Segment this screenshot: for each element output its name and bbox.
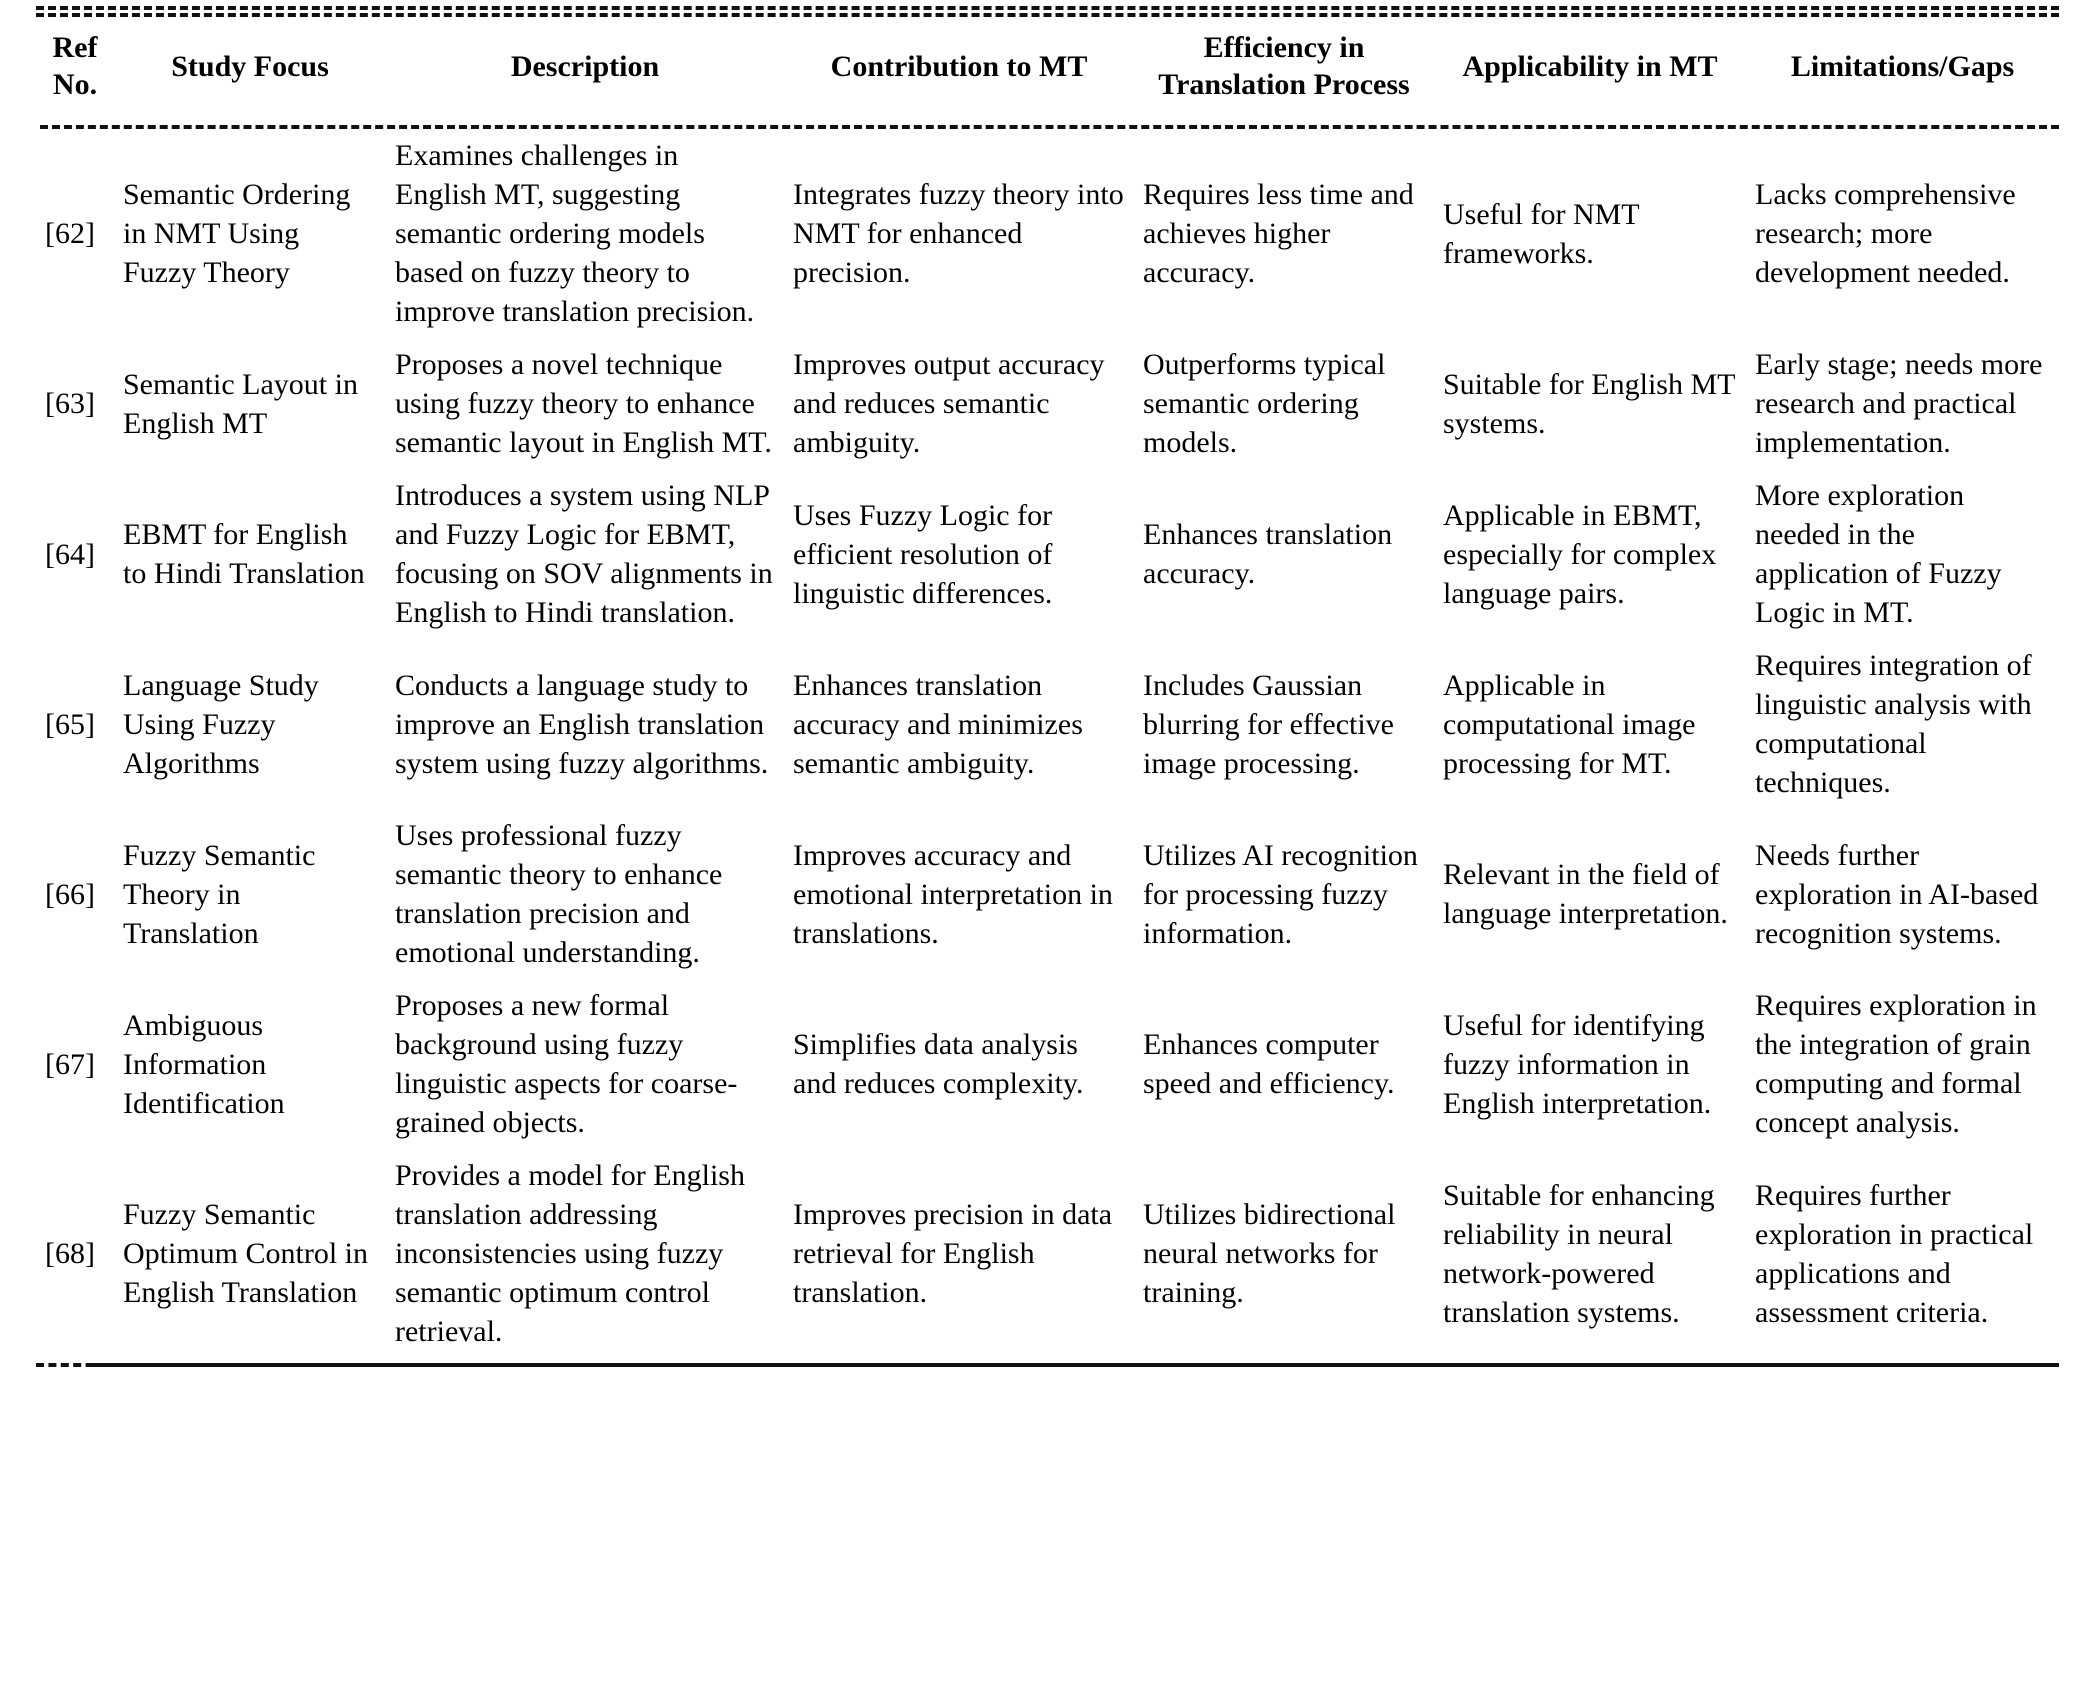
table-row bbox=[36, 129, 2059, 338]
cell-study-focus: Ambiguous Information Identification bbox=[123, 1008, 285, 1120]
cell-applicability: Suitable for English MT systems. bbox=[1443, 367, 1735, 440]
table-body bbox=[36, 129, 2059, 1358]
cell-applicability: Applicable in EBMT, especially for complex language pairs. bbox=[1443, 498, 1717, 610]
cell-limitations: Requires exploration in the integration of grain computing and formal concept analysis. bbox=[1755, 989, 2037, 1140]
cell-applicability: Useful for identifying fuzzy information in English interpretation. bbox=[1443, 1008, 1712, 1120]
cell-contribution: Improves output accuracy and reduces semantic ambiguity. bbox=[793, 348, 1105, 460]
column-header-contribution: Contribution to MT bbox=[830, 49, 1088, 83]
cell-applicability: Suitable for enhancing reliability in neural network-powered translation systems. bbox=[1443, 1178, 1715, 1329]
table-row bbox=[36, 639, 2059, 809]
cell-limitations: Lacks comprehensive research; more development needed. bbox=[1755, 178, 2016, 290]
cell-study-focus: Fuzzy Semantic Optimum Control in English Translation bbox=[123, 1198, 369, 1310]
table-row bbox=[36, 979, 2059, 1149]
cell-limitations: Requires further exploration in practical applications and assessment criteria. bbox=[1755, 1178, 2034, 1329]
cell-ref: [68] bbox=[45, 1237, 95, 1271]
document-page bbox=[0, 6, 2095, 1685]
cell-contribution: Integrates fuzzy theory into NMT for enhanced precision. bbox=[793, 178, 1124, 290]
cell-efficiency: Enhances translation accuracy. bbox=[1143, 518, 1393, 591]
literature-review-table bbox=[36, 17, 2059, 125]
cell-contribution: Improves precision in data retrieval for English translation. bbox=[793, 1198, 1113, 1310]
column-header-efficiency bbox=[1134, 17, 1434, 125]
header-ref-line2: No. bbox=[52, 68, 98, 102]
table-header bbox=[36, 17, 2059, 125]
header-ref-line1: Ref bbox=[52, 31, 98, 64]
header-efficiency-line2: Translation Process bbox=[1158, 68, 1410, 102]
cell-applicability: Useful for NMT frameworks. bbox=[1443, 197, 1640, 270]
table-top-border bbox=[36, 6, 2059, 17]
header-efficiency-line1: Efficiency in bbox=[1203, 31, 1365, 64]
cell-efficiency: Includes Gaussian blurring for effective image processing. bbox=[1143, 668, 1395, 780]
header-row bbox=[36, 17, 2059, 125]
cell-description: Proposes a novel technique using fuzzy theory to enhance semantic layout in English MT. bbox=[395, 348, 772, 460]
cell-description: Uses professional fuzzy semantic theory to enhance translation precision and emotional understanding. bbox=[395, 819, 723, 970]
column-header-applicability: Applicability in MT bbox=[1462, 49, 1718, 83]
literature-review-body bbox=[36, 129, 2059, 1358]
cell-limitations: More exploration needed in the application of Fuzzy Logic in MT. bbox=[1755, 479, 2002, 630]
column-header-ref-no bbox=[36, 17, 114, 125]
column-header-study-focus: Study Focus bbox=[171, 49, 329, 83]
cell-contribution: Enhances translation accuracy and minimizes semantic ambiguity. bbox=[793, 668, 1083, 780]
cell-ref: [63] bbox=[45, 387, 95, 421]
cell-ref: [66] bbox=[45, 877, 95, 911]
table-row bbox=[36, 1149, 2059, 1358]
cell-ref: [67] bbox=[45, 1047, 95, 1081]
cell-applicability: Applicable in computational image processing for MT. bbox=[1443, 668, 1696, 780]
cell-description: Introduces a system using NLP and Fuzzy Logic for EBMT, focusing on SOV alignments in English to Hindi translation. bbox=[395, 479, 773, 630]
cell-applicability: Relevant in the field of language interpretation. bbox=[1443, 858, 1728, 931]
cell-contribution: Simplifies data analysis and reduces complexity. bbox=[793, 1028, 1084, 1101]
cell-description: Examines challenges in English MT, suggesting semantic ordering models based on fuzzy theory to improve translation precision. bbox=[395, 139, 755, 329]
cell-description: Provides a model for English translation addressing inconsistencies using fuzzy semantic optimum control retrieval. bbox=[395, 1159, 745, 1349]
cell-contribution: Improves accuracy and emotional interpretation in translations. bbox=[793, 838, 1113, 950]
cell-efficiency: Requires less time and achieves higher accuracy. bbox=[1143, 178, 1414, 290]
column-header-description: Description bbox=[510, 49, 660, 83]
table-row bbox=[36, 469, 2059, 639]
cell-efficiency: Outperforms typical semantic ordering models. bbox=[1143, 348, 1386, 460]
cell-ref: [64] bbox=[45, 537, 95, 571]
cell-limitations: Early stage; needs more research and practical implementation. bbox=[1755, 348, 2043, 460]
cell-study-focus: EBMT for English to Hindi Translation bbox=[123, 518, 365, 591]
cell-description: Conducts a language study to improve an English translation system using fuzzy algorithms. bbox=[395, 668, 769, 780]
cell-efficiency: Utilizes AI recognition for processing fuzzy information. bbox=[1143, 838, 1418, 950]
cell-efficiency: Enhances computer speed and efficiency. bbox=[1143, 1028, 1395, 1101]
cell-ref: [62] bbox=[45, 217, 95, 251]
cell-limitations: Needs further exploration in AI-based recognition systems. bbox=[1755, 838, 2039, 950]
table-bottom-border bbox=[36, 1360, 2059, 1370]
table-row bbox=[36, 809, 2059, 979]
cell-contribution: Uses Fuzzy Logic for efficient resolution of linguistic differences. bbox=[793, 498, 1053, 610]
cell-study-focus: Semantic Ordering in NMT Using Fuzzy Theory bbox=[123, 178, 351, 290]
cell-study-focus: Semantic Layout in English MT bbox=[123, 367, 358, 440]
cell-efficiency: Utilizes bidirectional neural networks for training. bbox=[1143, 1198, 1396, 1310]
cell-study-focus: Language Study Using Fuzzy Algorithms bbox=[123, 668, 319, 780]
column-header-limitations: Limitations/Gaps bbox=[1790, 49, 2015, 83]
cell-study-focus: Fuzzy Semantic Theory in Translation bbox=[123, 838, 316, 950]
cell-ref: [65] bbox=[45, 707, 95, 741]
table-bottom-border-solid bbox=[92, 1363, 2059, 1367]
table-row bbox=[36, 338, 2059, 469]
cell-description: Proposes a new formal background using fuzzy linguistic aspects for coarse-grained objects. bbox=[395, 989, 738, 1140]
cell-limitations: Requires integration of linguistic analysis with computational techniques. bbox=[1755, 649, 2032, 800]
